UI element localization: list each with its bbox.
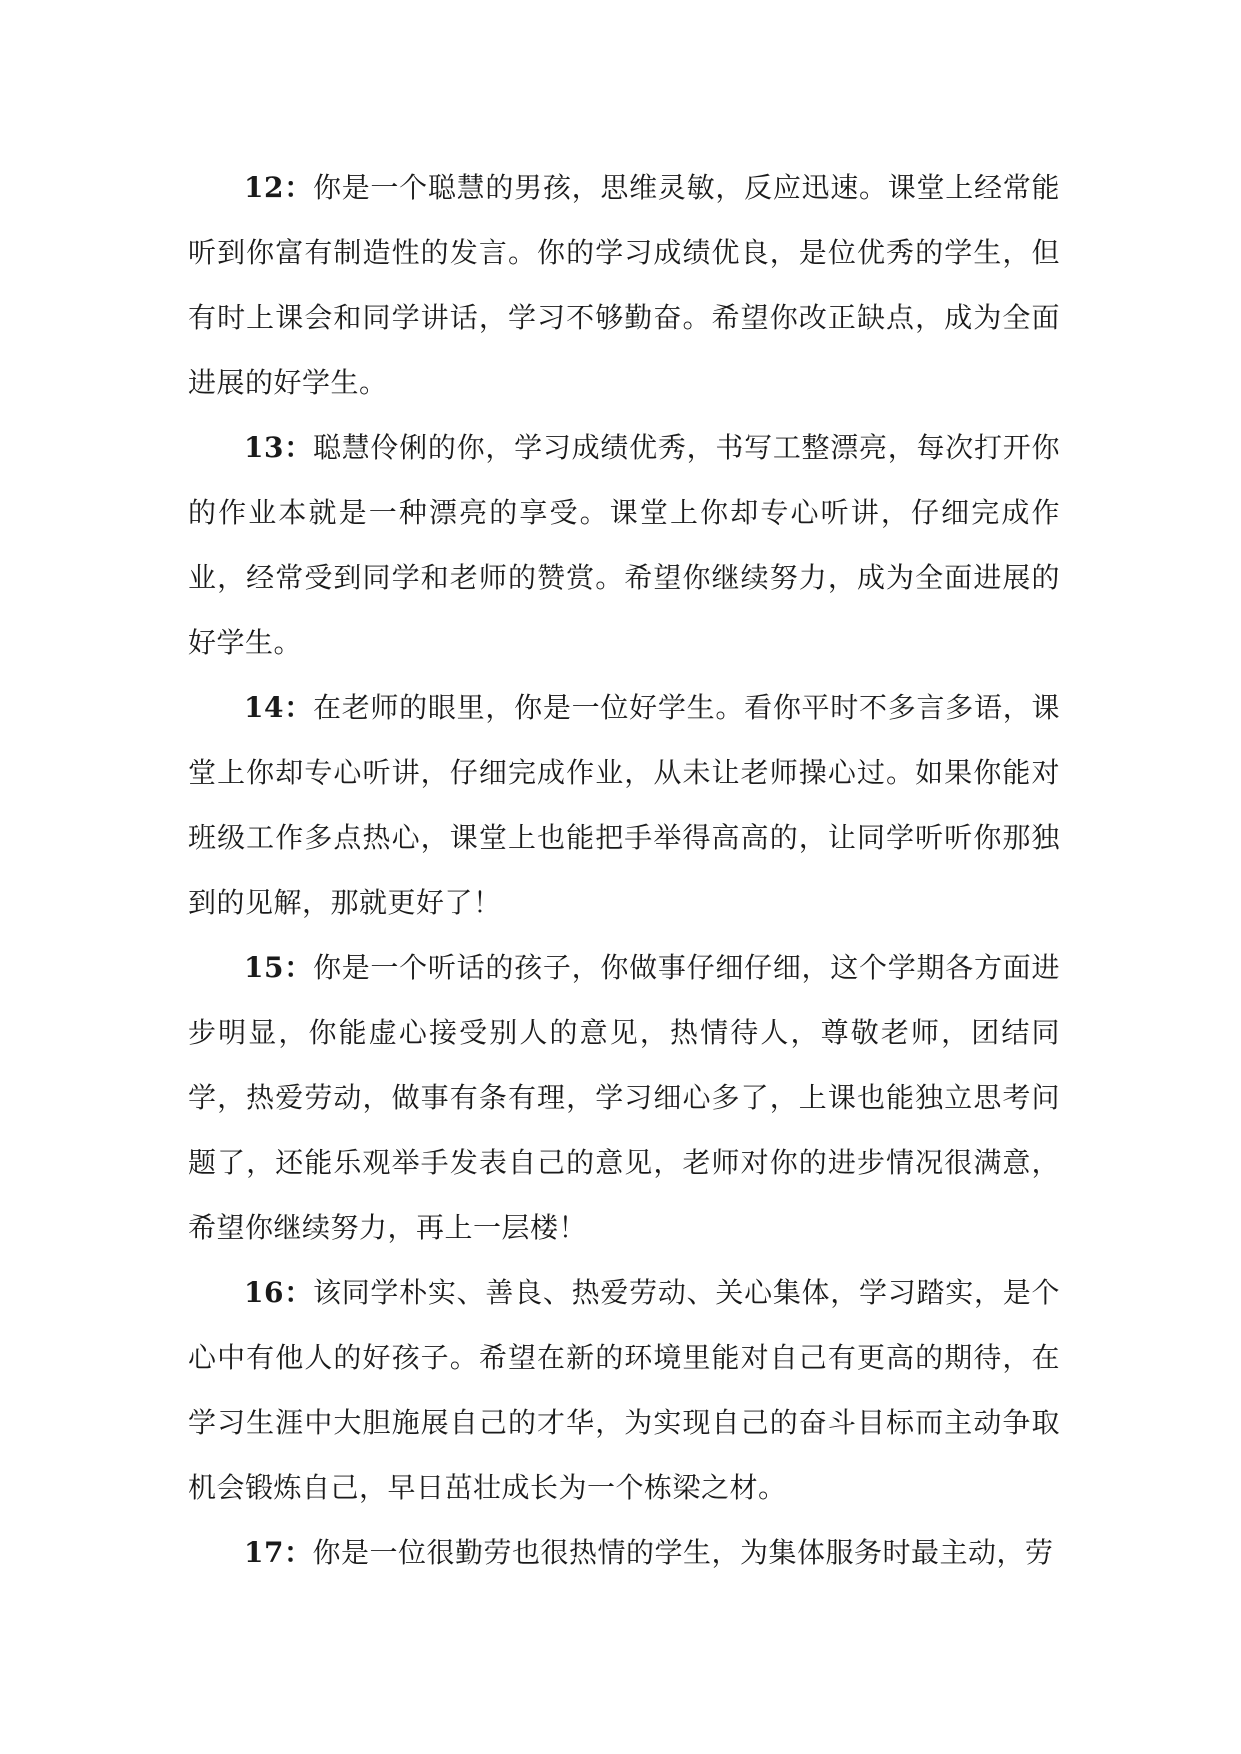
- paragraph-text: 你是一个聪慧的男孩，思维灵敏，反应迅速。课堂上经常能听到你富有制造性的发言。你的学习成绩优良，是位优秀的学生，但有时上课会和同学讲话，学习不够勤奋。希望你改正缺点，成为全面进展的好学生。: [188, 171, 1060, 399]
- paragraph-number: 16：: [244, 1276, 313, 1309]
- comment-paragraph-12: [188, 155, 1060, 415]
- paragraph-text: 在老师的眼里，你是一位好学生。看你平时不多言多语，课堂上你却专心听讲，仔细完成作业，从未让老师操心过。如果你能对班级工作多点热心，课堂上也能把手举得高高的，让同学听听你那独到的见解，那就更好了！: [188, 691, 1060, 919]
- comment-paragraph-17: [188, 1520, 1060, 1585]
- paragraph-number: 14：: [244, 691, 313, 724]
- paragraph-text: 聪慧伶俐的你，学习成绩优秀，书写工整漂亮，每次打开你的作业本就是一种漂亮的享受。课堂上你却专心听讲，仔细完成作业，经常受到同学和老师的赞赏。希望你继续努力，成为全面进展的好学生。: [188, 431, 1060, 659]
- paragraph-number: 17：: [244, 1536, 313, 1569]
- comment-paragraph-15: [188, 935, 1060, 1260]
- paragraph-number: 12：: [244, 171, 313, 204]
- document-body: [188, 155, 1060, 1585]
- comment-paragraph-14: [188, 675, 1060, 935]
- comment-paragraph-16: [188, 1260, 1060, 1520]
- paragraph-text: 你是一位很勤劳也很热情的学生，为集体服务时最主动，劳: [312, 1536, 1054, 1569]
- paragraph-number: 13：: [244, 431, 313, 464]
- paragraph-number: 15：: [244, 951, 313, 984]
- paragraph-text: 该同学朴实、善良、热爱劳动、关心集体，学习踏实，是个心中有他人的好孩子。希望在新的环境里能对自己有更高的期待，在学习生涯中大胆施展自己的才华，为实现自己的奋斗目标而主动争取机会锻炼自己，早日茁壮成长为一个栋梁之材。: [188, 1276, 1060, 1504]
- comment-paragraph-13: [188, 415, 1060, 675]
- paragraph-text: 你是一个听话的孩子，你做事仔细仔细，这个学期各方面进步明显，你能虚心接受别人的意见，热情待人，尊敬老师，团结同学，热爱劳动，做事有条有理，学习细心多了，上课也能独立思考问题了，还能乐观举手发表自己的意见，老师对你的进步情况很满意，希望你继续努力，再上一层楼！: [188, 951, 1060, 1244]
